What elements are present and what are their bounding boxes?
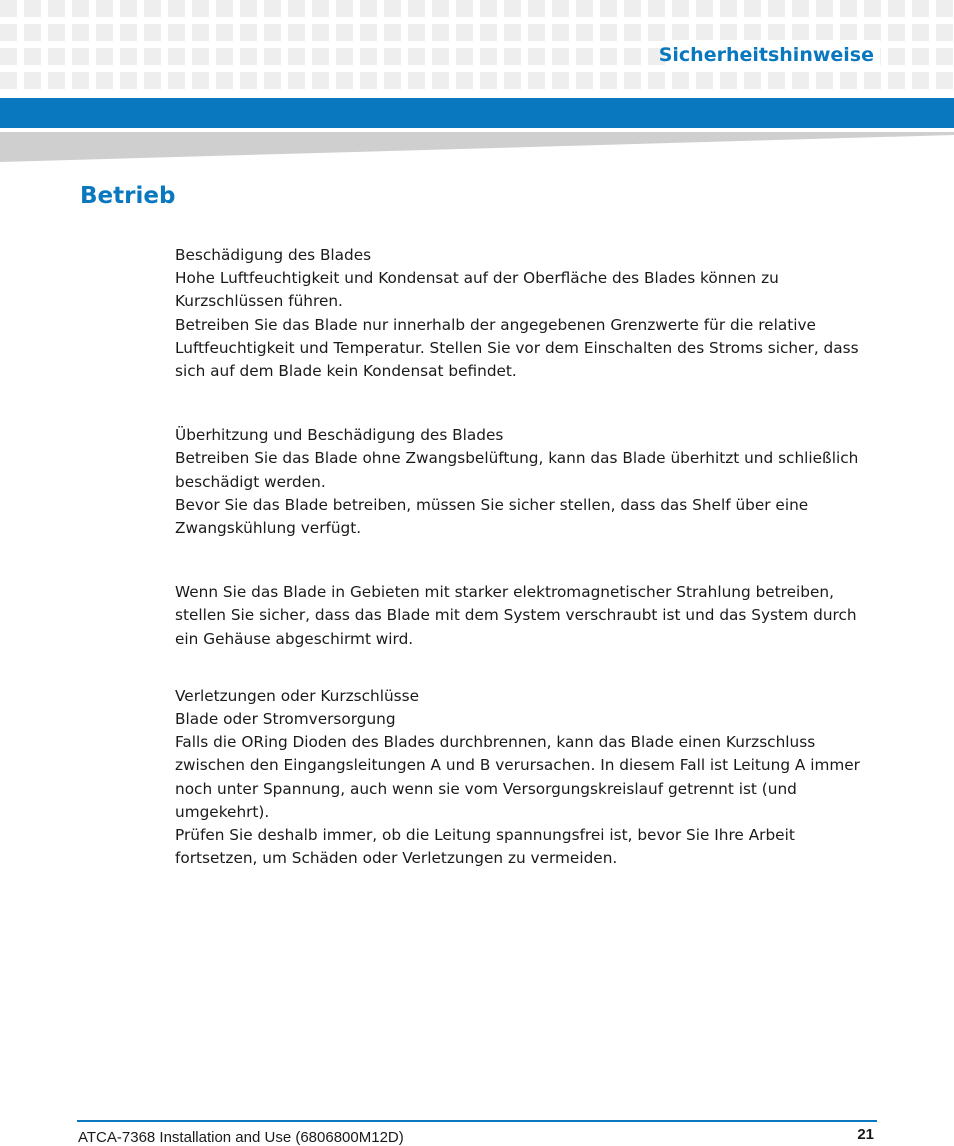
- notice-text: Hohe Luftfeuchtigkeit und Kondensat auf der Oberfläche des Blades können zu Kurzschlüssen führen.: [175, 269, 779, 311]
- notice-block-overheating: [175, 424, 880, 540]
- notice-text: Betreiben Sie das Blade nur innerhalb der angegebenen Grenzwerte für die relative Luftfeuchtigkeit und Temperatur. Stellen Sie vor dem Einschalten des Stroms sicher, dass sich auf dem Blade kein Kondensat befindet.: [175, 315, 859, 381]
- notice-subheading: Blade oder Stromversorgung: [175, 710, 396, 729]
- notice-text: Prüfen Sie deshalb immer, ob die Leitung spannungsfrei ist, bevor Sie Ihre Arbeit fortsetzen, um Schäden oder Verletzungen zu vermeiden.: [175, 826, 795, 868]
- body-content: [175, 244, 880, 870]
- notice-heading: Überhitzung und Beschädigung des Blades: [175, 426, 504, 445]
- notice-block-humidity: [175, 244, 880, 383]
- footer-document-title: ATCA-7368 Installation and Use (6806800M12D): [78, 1129, 404, 1146]
- notice-heading: Verletzungen oder Kurzschlüsse: [175, 686, 420, 705]
- page-number: 21: [857, 1126, 874, 1143]
- section-title: Betrieb: [80, 183, 176, 209]
- notice-block-emc: [175, 581, 880, 651]
- header-blue-bar: [0, 98, 954, 128]
- notice-block-short-circuit: [175, 685, 880, 871]
- footer-rule: [77, 1120, 877, 1122]
- notice-text: Falls die ORing Dioden des Blades durchbrennen, kann das Blade einen Kurzschluss zwischen den Eingangsleitungen A und B verursachen. In diesem Fall ist Leitung A immer noch unter Spannung, auch wenn sie vom Versorgungskreislauf getrennt ist (und umgekehrt).: [175, 733, 860, 821]
- notice-heading: Beschädigung des Blades: [175, 246, 372, 264]
- notice-text: Bevor Sie das Blade betreiben, müssen Sie sicher stellen, dass das Shelf über eine Zwangskühlung verfügt.: [175, 495, 809, 538]
- notice-text: Betreiben Sie das Blade ohne Zwangsbelüftung, kann das Blade überhitzt und schließlich beschädigt werden.: [175, 449, 859, 491]
- chapter-title: Sicherheitshinweise: [658, 44, 874, 66]
- header-gray-wedge: [0, 132, 954, 162]
- notice-text: Wenn Sie das Blade in Gebieten mit starker elektromagnetischer Strahlung betreiben, stellen Sie sicher, dass das Blade mit dem System verschraubt ist und das System durch ein Gehäuse abgeschirmt wird.: [175, 583, 857, 648]
